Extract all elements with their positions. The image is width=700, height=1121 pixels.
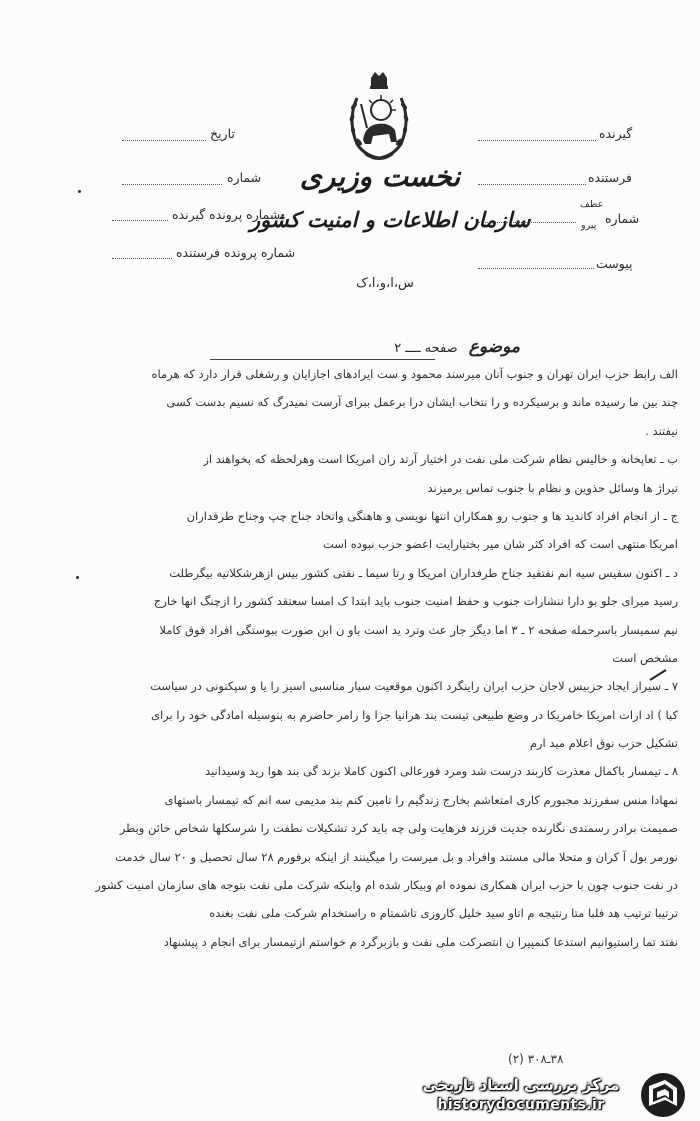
ink-dot [78,190,81,193]
org-subtitle: سازمان اطلاعات و امنیت کشور [250,207,531,232]
watermark-url: historydocuments.ir [437,1097,605,1113]
number-label-left: شماره [227,170,262,185]
follow-up-note: پیرو [581,220,597,231]
body-line: ۷ ـ سیراز ایجاد حزبیس لاجان حزب ایران راینگرد اکنون موقعیت سیار مناسبی اسیز را یا و سپکنونی در سیاست [150,679,678,694]
sender-file-dots [112,258,172,259]
body-line: تیراژ ها وسائل حذوین و نظام با جنوب تماس برمیزند [427,480,678,495]
watermark [415,1068,700,1121]
reference-code: س،ا،و،ا،ک [356,276,414,291]
sender-label: فرستنده [588,170,633,185]
body-line: صمیمت برادر رسمندی نگارنده جدیت فرزند فرهایت ولی چه باید کرد تشکیلات نطفت را شرسکلها شخاص خائن وبطر [119,821,678,836]
date-label: تاریخ [210,126,235,141]
number-dots-left [122,184,222,185]
watermark-title: مرکز بررسی اسناد تاریخی [422,1076,620,1094]
body-line: ترتیبا ترتیب هد فلبا متا رنتیجه م اتاو سید خلیل کاروزی تاشمتام ه راستخدام شرکت ملی نفت بغنده [209,906,678,921]
body-line: امریکا منتهی است که افراد کثر شان میر بختیارایت اعضو حزب نبوده است [322,537,678,552]
body-line: در نفت جنوب چون با حزب ایران همکاری نموده ام وبیکار شده ام واینکه شرکت ملی نفت بتوجه های سازمان امنیت کشور [95,878,678,893]
attachment-dots [478,268,594,269]
body-line: ب ـ تعاپخانه و خالیس نظام شرکت ملی نفت در اختیار آرتد ران امریکا است وهرلحظه که بخواهند از [203,452,678,467]
body-line: نیم سمیسار باسرحمله صفحه ۲ ـ ۳ اما دیگر جار عث وترد ید است باو ن ابن صورت ببوستگی افراد فوق کاملا [159,622,678,637]
body-line: نمهادا منس سفرزند مجبورم کاری امتعاشم بخارج زندگیم را تامین کنم بند مدیمی سه انم که تیمسار باستهای [164,792,678,807]
body-line: رسید میرای جلو بو دارا ننشارات جنوب و حفظ امنیت جنوب باید ابتدا ک امسا سعتقد کشور را ازچنگ انها خارج [153,594,678,609]
body-line: مشخص است [612,650,678,665]
attachment-label: پیوست [596,256,633,271]
body-line: ۸ ـ تیمسار باکمال معذرت کاربند درست شد ومرد فورعالی اکنون کاملا بزند گی بند هوا رید وسیدانید [205,764,678,779]
number-dots-right [478,222,576,223]
org-title: نخست وزیری [299,160,461,193]
body-line: ج ـ از انجام افراد کاندید ها و جنوب رو همکاران انتها نویسی و هاهنگی واتحاد جناح چپ وجناح طرفداران [186,508,678,523]
date-dots [122,140,206,141]
body-line: کبا ) اد ارات امریکا خامریکا در وضع طبیعی تیست بند هرانیا جرا وا رامر حاضرم به بنوسیله امادگی خود را برای [150,707,678,722]
body-line: نیفتند . [645,423,678,438]
recipient-file-label: شماره پرونده گیرنده [172,207,281,222]
letter-body [58,360,678,956]
body-line: الف رابط حزب ایران تهران و جنوب آنان میرسند محمود و ست ایرادهای اجازایان و رشغلی قرار دارد که هرماه [151,367,678,381]
body-line: نفتد تما راستیوانیم استدعا کنمپیرا ن انتصرکت ملی نفت و بازبرگرد م خواستم ازتیمسار برای انجام د پیشنهاد [163,934,678,949]
body-line: تشکیل حزب نوق اعلام مید ارم [529,736,678,751]
body-line: د ـ اکنون سفیس سیه انم نفتفید جناح طرفداران امریکا و رتا سیما ـ نفتی کشور بیس ازهرشکلاتیه بیگرطلت [169,565,678,580]
sender-file-label: شماره پرونده فرستنده [176,245,296,260]
body-line: چند بین ما رسیده ماند و برسیکرده و را نتخاب ایشان درا برعمل ببرای آرست نمیدرگ که نسیم بدست کسی [166,395,678,410]
subject-page-ref: صفحه ــــ ۲ [394,341,458,356]
recipient-dots [478,140,596,141]
number-label-right: شماره [605,211,640,226]
body-line: نورمر بول آ کران و متحلا مالی مستند وافراد و بل میرست را میگینند از اینکه برفورم ۲۸ سال تحصیل و ۲۰ سال خدمت [115,849,678,864]
reference-note: عطف [580,199,604,210]
archive-logo-icon [631,1070,695,1120]
footer-code: ۳۸ـ۳۰۸ (۲) [508,1052,564,1066]
subject-line [210,337,520,357]
recipient-file-dots [112,220,168,221]
recipient-label: گیرنده [599,126,633,141]
sender-dots [478,184,586,185]
subject-label: موضوع [468,337,520,357]
